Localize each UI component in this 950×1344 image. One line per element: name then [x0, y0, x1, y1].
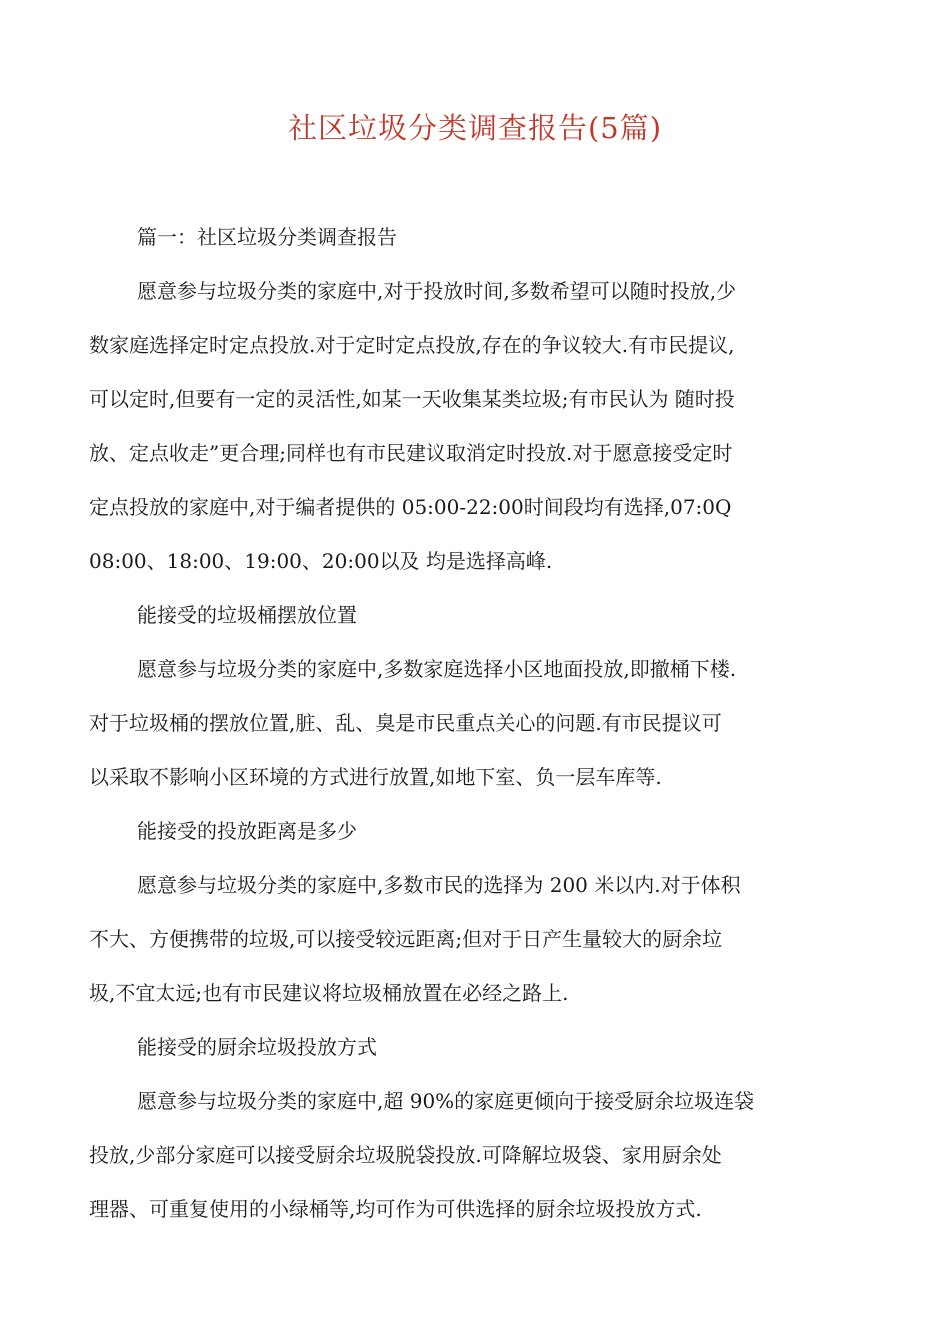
- paragraph-line: 投放,少部分家庭可以接受厨余垃圾脱袋投放.可降解垃圾袋、家用厨余处: [89, 1143, 722, 1167]
- paragraph: [89, 858, 861, 1020]
- paragraph-line: 放、定点收走”更合理;同样也有市民建议取消定时投放.对于愿意接受定时: [89, 441, 733, 465]
- paragraph-line: 可以定时,但要有一定的灵活性,如某一天收集某类垃圾;有市民认为 随时投: [89, 387, 735, 411]
- section-3: [89, 804, 861, 1020]
- paragraph-line: 对于垃圾桶的摆放位置,脏、乱、臭是市民重点关心的问题.有市民提议可: [89, 711, 722, 735]
- section-4: [89, 1020, 861, 1236]
- paragraph-line: 不大、方便携带的垃圾,可以接受较远距离;但对于日产生量较大的厨余垃: [89, 927, 723, 951]
- paragraph-line: 圾,不宜太远;也有市民建议将垃圾桶放置在必经之路上.: [89, 981, 569, 1005]
- section-heading: 能接受的厨余垃圾投放方式: [137, 1035, 377, 1059]
- section-heading: 篇一：社区垃圾分类调查报告: [137, 225, 397, 249]
- paragraph-line: 数家庭选择定时定点投放.对于定时定点投放,存在的争议较大.有市民提议,: [89, 333, 735, 357]
- paragraph-line: 理器、可重复使用的小绿桶等,均可作为可供选择的厨余垃圾投放方式.: [89, 1197, 702, 1221]
- paragraph-line: 08:00、18:00、19:00、20:00以及 均是选择高峰.: [89, 549, 553, 573]
- section-1: [89, 210, 861, 588]
- section-heading: 能接受的垃圾桶摆放位置: [137, 603, 357, 627]
- paragraph-line: 愿意参与垃圾分类的家庭中,对于投放时间,多数希望可以随时投放,少: [137, 279, 737, 303]
- paragraph: [89, 642, 861, 804]
- paragraph: [89, 264, 861, 588]
- document-body: [89, 210, 861, 1236]
- paragraph-line: 愿意参与垃圾分类的家庭中,超 90%的家庭更倾向于接受厨余垃圾连袋: [137, 1089, 755, 1113]
- paragraph-line: 以采取不影响小区环境的方式进行放置,如地下室、负一层车库等.: [89, 765, 662, 789]
- document-title: 社区垃圾分类调查报告(5篇): [287, 111, 663, 145]
- paragraph-line: 愿意参与垃圾分类的家庭中,多数家庭选择小区地面投放,即撤桶下楼.: [137, 657, 737, 681]
- paragraph-line: 愿意参与垃圾分类的家庭中,多数市民的选择为 200 米以内.对于体积: [137, 873, 741, 897]
- paragraph-line: 定点投放的家庭中,对于编者提供的 05:00-22:00时间段均有选择,07:0Q: [89, 495, 732, 519]
- paragraph: [89, 1074, 861, 1236]
- section-heading: 能接受的投放距离是多少: [137, 819, 357, 843]
- section-2: [89, 588, 861, 804]
